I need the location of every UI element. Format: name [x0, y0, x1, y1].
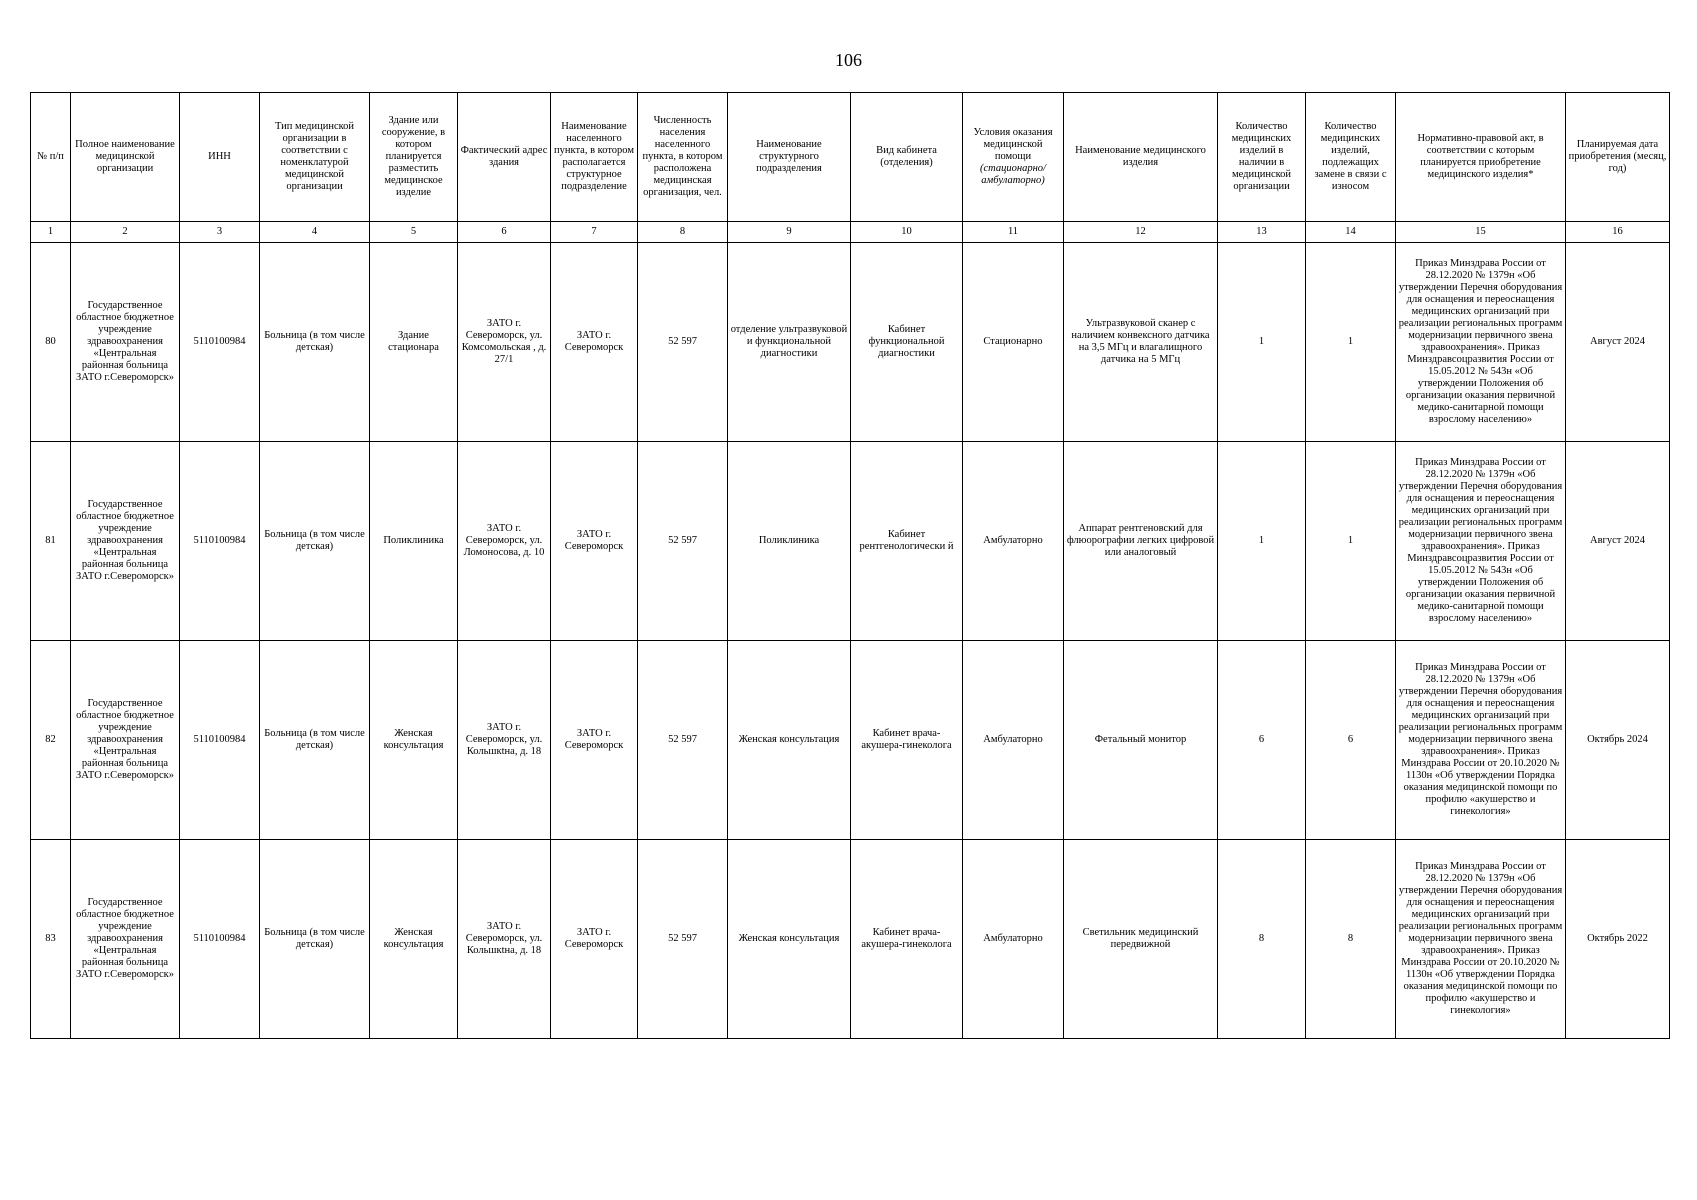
table-cell: 8 — [1218, 840, 1306, 1039]
table-row — [31, 840, 1670, 1039]
table-cell: Женская консультация — [370, 840, 458, 1039]
header-cell: Численность населения населенного пункта, в котором расположена медицинская организация, чел. — [638, 93, 728, 222]
column-number: 16 — [1566, 222, 1670, 243]
table-row — [31, 243, 1670, 442]
table-cell: 80 — [31, 243, 71, 442]
header-cell: Полное наименование медицинской организации — [71, 93, 180, 222]
header-cell: № п/п — [31, 93, 71, 222]
table-cell: Фетальный монитор — [1064, 641, 1218, 840]
table-cell: 1 — [1306, 442, 1396, 641]
table-cell: Кабинет рентгенологически й — [851, 442, 963, 641]
table-cell: 52 597 — [638, 442, 728, 641]
table-cell: Кабинет функциональной диагностики — [851, 243, 963, 442]
table-cell: 1 — [1218, 243, 1306, 442]
header-cell: Количество медицинских изделий в наличии в медицинской организации — [1218, 93, 1306, 222]
header-cell — [963, 93, 1064, 222]
table-cell: Приказ Минздрава России от 28.12.2020 № 1379н «Об утверждении Перечня оборудования для оснащения и переоснащения медицинских организаций при реализации региональных программ модернизации первичного звена здравоохранения». Приказ Минздравсоцразвития России от 15.05.2012 № 543н «Об утверждении Положения об организации оказания первичной медико-санитарной помощи взрослому населению» — [1396, 243, 1566, 442]
table-cell: 83 — [31, 840, 71, 1039]
table-cell: Амбулаторно — [963, 840, 1064, 1039]
column-number: 9 — [728, 222, 851, 243]
column-number: 5 — [370, 222, 458, 243]
table-cell: Поликлиника — [728, 442, 851, 641]
column-number: 6 — [458, 222, 551, 243]
table-cell: Приказ Минздрава России от 28.12.2020 № 1379н «Об утверждении Перечня оборудования для оснащения и переоснащения медицинских организаций при реализации региональных программ модернизации первичного звена здравоохранения». Приказ Минздрава России от 20.10.2020 № 1130н «Об утверждении Порядка оказания медицинской помощи по профилю «акушерство и гинекология» — [1396, 840, 1566, 1039]
table-cell: Аппарат рентгеновский для флюорографии легких цифровой или аналоговый — [1064, 442, 1218, 641]
table-cell: Амбулаторно — [963, 442, 1064, 641]
table-cell: отделение ультразвуковой и функциональной диагностики — [728, 243, 851, 442]
table-cell: Кабинет врача-акушера-гинеколога — [851, 641, 963, 840]
header-cell: Фактический адрес здания — [458, 93, 551, 222]
header-cell-italic: (стационарно/ амбулаторно) — [980, 163, 1046, 187]
table-cell: ЗАТО г. Североморск, ул. Кольшкtна, д. 18 — [458, 641, 551, 840]
table-cell: 5110100984 — [180, 641, 260, 840]
table-cell: Амбулаторно — [963, 641, 1064, 840]
table-cell: ЗАТО г. Североморск — [551, 243, 638, 442]
column-number: 12 — [1064, 222, 1218, 243]
table-cell: 1 — [1306, 243, 1396, 442]
column-number: 2 — [71, 222, 180, 243]
header-cell: Количество медицинских изделий, подлежащих замене в связи с износом — [1306, 93, 1396, 222]
header-cell: Здание или сооружение, в котором планируется разместить медицинское изделие — [370, 93, 458, 222]
table-cell: 6 — [1218, 641, 1306, 840]
equipment-table — [30, 92, 1670, 1039]
header-cell: ИНН — [180, 93, 260, 222]
table-cell: Приказ Минздрава России от 28.12.2020 № 1379н «Об утверждении Перечня оборудования для оснащения и переоснащения медицинских организаций при реализации региональных программ модернизации первичного звена здравоохранения». Приказ Минздрава России от 20.10.2020 № 1130н «Об утверждении Порядка оказания медицинской помощи по профилю «акушерство и гинекология» — [1396, 641, 1566, 840]
header-cell: Наименование структурного подразделения — [728, 93, 851, 222]
column-number-row — [31, 222, 1670, 243]
table-row — [31, 442, 1670, 641]
page-number: 106 — [835, 50, 862, 70]
table-cell: Ультразвуковой сканер с наличием конвексного датчика на 3,5 МГц и влагалищного датчика на 5 МГц — [1064, 243, 1218, 442]
header-cell-text: Условия оказания медицинской помощи — [973, 126, 1053, 162]
table-cell: ЗАТО г. Североморск, ул. Комсомольская , д. 27/1 — [458, 243, 551, 442]
header-cell: Нормативно-правовой акт, в соответствии с которым планируется приобретение медицинского изделия* — [1396, 93, 1566, 222]
table-cell: ЗАТО г. Североморск — [551, 641, 638, 840]
column-number: 4 — [260, 222, 370, 243]
column-number: 14 — [1306, 222, 1396, 243]
column-number: 11 — [963, 222, 1064, 243]
table-cell: 81 — [31, 442, 71, 641]
header-cell: Вид кабинета (отделения) — [851, 93, 963, 222]
table-cell: 6 — [1306, 641, 1396, 840]
table-cell: Октябрь 2022 — [1566, 840, 1670, 1039]
header-cell: Тип медицинской организации в соответствии с номенклатурой медицинской организации — [260, 93, 370, 222]
column-number: 10 — [851, 222, 963, 243]
table-cell: Стационарно — [963, 243, 1064, 442]
table-cell: Государственное областное бюджетное учреждение здравоохранения «Центральная районная больница ЗАТО г.Североморск» — [71, 840, 180, 1039]
header-cell: Планируемая дата приобретения (месяц, год) — [1566, 93, 1670, 222]
table-header-row — [31, 93, 1670, 222]
table-cell: Здание стационара — [370, 243, 458, 442]
table-cell: 8 — [1306, 840, 1396, 1039]
table-cell: Август 2024 — [1566, 243, 1670, 442]
table-cell: Светильник медицинский передвижной — [1064, 840, 1218, 1039]
table-cell: Государственное областное бюджетное учреждение здравоохранения «Центральная районная больница ЗАТО г.Североморск» — [71, 243, 180, 442]
table-cell: 82 — [31, 641, 71, 840]
table-cell: 5110100984 — [180, 243, 260, 442]
column-number: 1 — [31, 222, 71, 243]
table-cell: Больница (в том числе детская) — [260, 243, 370, 442]
header-cell: Наименование населенного пункта, в котором располагается структурное подразделение — [551, 93, 638, 222]
column-number: 8 — [638, 222, 728, 243]
table-cell: ЗАТО г. Североморск, ул. Кольшкtна, д. 18 — [458, 840, 551, 1039]
table-cell: 52 597 — [638, 840, 728, 1039]
table-cell: Приказ Минздрава России от 28.12.2020 № 1379н «Об утверждении Перечня оборудования для оснащения и переоснащения медицинских организаций при реализации региональных программ модернизации первичного звена здравоохранения». Приказ Минздравсоцразвития России от 15.05.2012 № 543н «Об утверждении Положения об организации оказания первичной медико-санитарной помощи взрослому населению» — [1396, 442, 1566, 641]
table-cell: 5110100984 — [180, 442, 260, 641]
table-cell: Больница (в том числе детская) — [260, 442, 370, 641]
table-cell: 52 597 — [638, 641, 728, 840]
table-cell: Больница (в том числе детская) — [260, 840, 370, 1039]
column-number: 7 — [551, 222, 638, 243]
table-cell: 1 — [1218, 442, 1306, 641]
table-cell: Октябрь 2024 — [1566, 641, 1670, 840]
table-cell: Больница (в том числе детская) — [260, 641, 370, 840]
table-cell: Кабинет врача-акушера-гинеколога — [851, 840, 963, 1039]
table-cell: 5110100984 — [180, 840, 260, 1039]
table-cell: Август 2024 — [1566, 442, 1670, 641]
table-cell: Женская консультация — [728, 840, 851, 1039]
table-cell: Государственное областное бюджетное учреждение здравоохранения «Центральная районная больница ЗАТО г.Североморск» — [71, 442, 180, 641]
column-number: 13 — [1218, 222, 1306, 243]
column-number: 3 — [180, 222, 260, 243]
table-cell: Поликлиника — [370, 442, 458, 641]
table-cell: ЗАТО г. Североморск, ул. Ломоносова, д. 10 — [458, 442, 551, 641]
table-cell: Государственное областное бюджетное учреждение здравоохранения «Центральная районная больница ЗАТО г.Североморск» — [71, 641, 180, 840]
table-cell: Женская консультация — [370, 641, 458, 840]
table-cell: 52 597 — [638, 243, 728, 442]
table-row — [31, 641, 1670, 840]
table-cell: ЗАТО г. Североморск — [551, 840, 638, 1039]
column-number: 15 — [1396, 222, 1566, 243]
table-cell: Женская консультация — [728, 641, 851, 840]
header-cell: Наименование медицинского изделия — [1064, 93, 1218, 222]
table-cell: ЗАТО г. Североморск — [551, 442, 638, 641]
